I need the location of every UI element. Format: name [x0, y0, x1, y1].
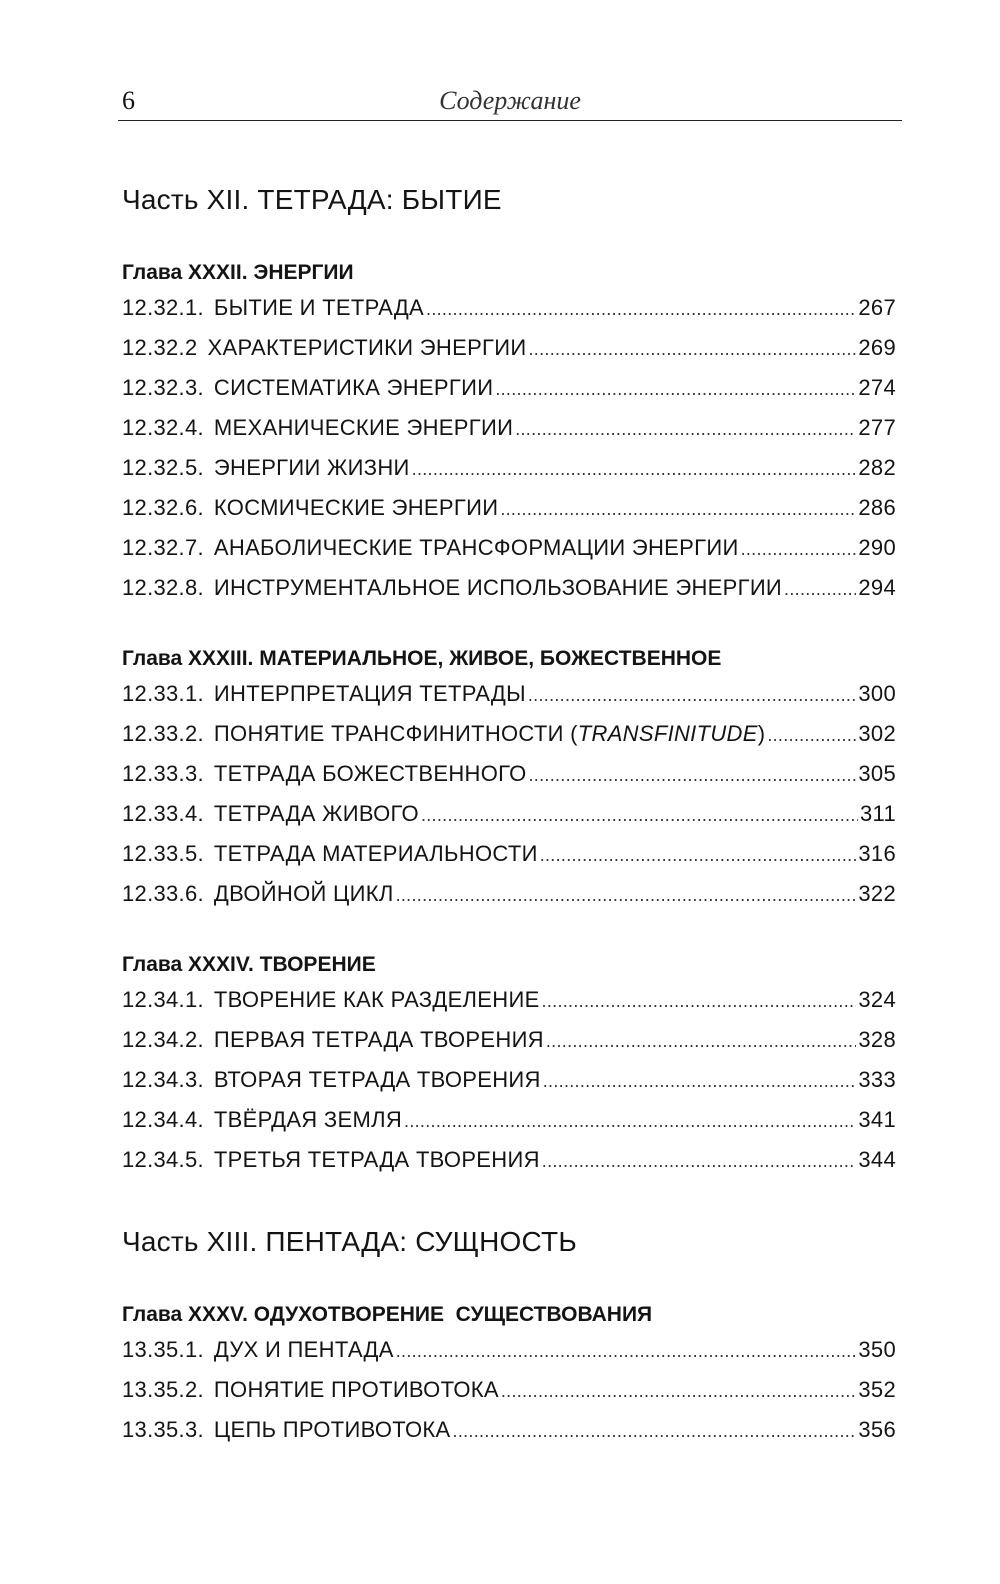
- section-title: [214, 1060, 541, 1100]
- section-title: [214, 980, 540, 1020]
- chapter-title: Глава XXXIII. МАТЕРИАЛЬНОЕ, ЖИВОЕ, БОЖЕСТВЕННОЕ: [122, 647, 722, 670]
- dot-leader: [404, 1101, 856, 1141]
- section-title-text: АНАБОЛИЧЕСКИЕ ТРАНСФОРМАЦИИ ЭНЕРГИИ: [213, 535, 739, 560]
- page-number-ref: 290: [858, 535, 896, 560]
- section-title-text: ТЕТРАДА ЖИВОГО: [213, 801, 419, 826]
- section-number: 12.32.7.: [122, 535, 204, 560]
- dot-leader: [542, 1141, 857, 1181]
- page-number-ref: 324: [858, 987, 896, 1012]
- page-number-ref: 277: [858, 415, 896, 440]
- section-number: 12.33.6.: [122, 881, 204, 906]
- page-header: [118, 84, 902, 121]
- dot-leader: [767, 715, 856, 755]
- dot-leader: [453, 1411, 857, 1451]
- section-title: [214, 1370, 499, 1410]
- section-number: 12.32.2: [122, 335, 198, 360]
- toc-part: [122, 178, 896, 1180]
- toc-entry[interactable]: [122, 368, 896, 408]
- page-number-ref: 269: [858, 335, 896, 360]
- page-number-ref: 344: [858, 1147, 896, 1172]
- toc-part: [122, 1220, 896, 1450]
- toc-entry[interactable]: [122, 328, 896, 368]
- section-number: 12.32.3.: [122, 375, 204, 400]
- dot-leader: [421, 795, 858, 835]
- dot-leader: [501, 1371, 857, 1411]
- dot-leader: [542, 981, 857, 1021]
- section-number: 12.32.1.: [122, 295, 204, 320]
- dot-leader: [529, 329, 857, 369]
- section-number: 12.33.1.: [122, 681, 204, 706]
- section-title: [214, 1140, 540, 1180]
- section-number: 13.35.1.: [122, 1337, 204, 1362]
- toc-entry[interactable]: [122, 754, 896, 794]
- dot-leader: [412, 449, 857, 489]
- table-of-contents: [122, 178, 896, 1450]
- section-title: [214, 1410, 451, 1450]
- section-number: 12.34.4.: [122, 1107, 204, 1132]
- part-title: Часть XIII. ПЕНТАДА: СУЩНОСТЬ: [122, 1226, 577, 1257]
- section-number: 12.33.3.: [122, 761, 204, 786]
- section-title: [214, 794, 419, 834]
- page-number-ref: 316: [858, 841, 896, 866]
- section-number: 12.34.1.: [122, 987, 204, 1012]
- section-title: [214, 448, 410, 488]
- chapter-title: Глава XXXII. ЭНЕРГИИ: [122, 261, 354, 284]
- section-title-text: ВТОРАЯ ТЕТРАДА ТВОРЕНИЯ: [213, 1067, 541, 1092]
- section-title-text: ДВОЙНОЙ ЦИКЛ: [213, 881, 394, 906]
- section-number: 12.32.6.: [122, 495, 204, 520]
- section-number: 12.32.4.: [122, 415, 204, 440]
- toc-entry[interactable]: [122, 448, 896, 488]
- page-number-ref: 267: [858, 295, 896, 320]
- section-title-text: СИСТЕМАТИКА ЭНЕРГИИ: [213, 375, 494, 400]
- toc-entry[interactable]: [122, 1060, 896, 1100]
- section-title: [214, 528, 739, 568]
- section-title-text: МЕХАНИЧЕСКИЕ ЭНЕРГИИ: [213, 415, 514, 440]
- page-number-ref: 328: [858, 1027, 896, 1052]
- section-number: 12.34.2.: [122, 1027, 204, 1052]
- toc-entry[interactable]: [122, 874, 896, 914]
- page-number-ref: 322: [858, 881, 896, 906]
- section-title: [214, 408, 513, 448]
- section-number: 12.32.5.: [122, 455, 204, 480]
- section-number: 12.33.5.: [122, 841, 204, 866]
- section-title: [214, 674, 526, 714]
- section-number: 13.35.2.: [122, 1377, 204, 1402]
- toc-chapter: [122, 950, 896, 1180]
- section-title: [214, 368, 493, 408]
- page-number-ref: 341: [858, 1107, 896, 1132]
- part-title: Часть XII. ТЕТРАДА: БЫТИЕ: [122, 184, 502, 215]
- section-title: [214, 714, 765, 754]
- toc-entry[interactable]: [122, 794, 896, 834]
- section-title: [208, 328, 527, 368]
- dot-leader: [515, 409, 856, 449]
- toc-entry[interactable]: [122, 568, 896, 608]
- section-title-text: ПОНЯТИЕ ПРОТИВОТОКА: [213, 1377, 499, 1402]
- dot-leader: [784, 569, 856, 609]
- section-title-text: БЫТИЕ И ТЕТРАДА: [213, 295, 425, 320]
- section-title-text: ДУХ И ПЕНТАДА: [213, 1337, 394, 1362]
- toc-chapter: [122, 1300, 896, 1450]
- dot-leader: [528, 675, 857, 715]
- section-title-text: ТВЁРДАЯ ЗЕМЛЯ: [213, 1107, 403, 1132]
- toc-entry[interactable]: [122, 408, 896, 448]
- section-title: [214, 568, 782, 608]
- section-number: 12.33.4.: [122, 801, 204, 826]
- section-number: 13.35.3.: [122, 1417, 204, 1442]
- toc-entry[interactable]: [122, 1100, 896, 1140]
- section-title: [214, 1100, 402, 1140]
- page-number-ref: 300: [858, 681, 896, 706]
- section-title: [214, 488, 498, 528]
- page-number-ref: 311: [860, 801, 896, 826]
- page-number-ref: 294: [858, 575, 896, 600]
- section-title-text: ПОНЯТИЕ ТРАНСФИНИТНОСТИ (: [213, 721, 578, 746]
- section-title-text: ТЕТРАДА БОЖЕСТВЕННОГО: [213, 761, 527, 786]
- section-number: 12.33.2.: [122, 721, 204, 746]
- page-number-ref: 350: [858, 1337, 896, 1362]
- page-number-ref: 356: [858, 1417, 896, 1442]
- page-number: 6: [122, 86, 135, 115]
- section-number: 12.34.3.: [122, 1067, 204, 1092]
- section-title: [214, 754, 527, 794]
- toc-entry[interactable]: [122, 488, 896, 528]
- section-title-italic: TRANSFINITUDE: [577, 721, 758, 746]
- running-title: Содержание: [439, 86, 581, 115]
- toc-entry[interactable]: [122, 674, 896, 714]
- section-title-text: ХАРАКТЕРИСТИКИ ЭНЕРГИИ: [207, 335, 527, 360]
- dot-leader: [543, 1061, 857, 1101]
- toc-entry[interactable]: [122, 714, 896, 754]
- section-title: [214, 1020, 544, 1060]
- toc-entry[interactable]: [122, 1410, 896, 1450]
- toc-entry[interactable]: [122, 1330, 896, 1370]
- dot-leader: [529, 755, 857, 795]
- section-title: [214, 874, 394, 914]
- chapter-title: Глава XXXV. ОДУХОТВОРЕНИЕ СУЩЕСТВОВАНИЯ: [122, 1303, 653, 1326]
- toc-entry[interactable]: [122, 834, 896, 874]
- toc-chapter: [122, 644, 896, 914]
- page-number-ref: 286: [858, 495, 896, 520]
- toc-entry[interactable]: [122, 980, 896, 1020]
- section-title-text: ТЕТРАДА МАТЕРИАЛЬНОСТИ: [213, 841, 538, 866]
- section-title-text: ТВОРЕНИЕ КАК РАЗДЕЛЕНИЕ: [213, 987, 540, 1012]
- page-number-ref: 274: [858, 375, 896, 400]
- page-number-ref: 302: [858, 721, 896, 746]
- section-title-suffix: ): [757, 721, 766, 746]
- toc-entry[interactable]: [122, 528, 896, 568]
- section-title-text: ЦЕПЬ ПРОТИВОТОКА: [213, 1417, 451, 1442]
- section-title-text: ИНСТРУМЕНТАЛЬНОЕ ИСПОЛЬЗОВАНИЕ ЭНЕРГИИ: [213, 575, 783, 600]
- toc-entry[interactable]: [122, 288, 896, 328]
- section-title-text: КОСМИЧЕСКИЕ ЭНЕРГИИ: [213, 495, 499, 520]
- dot-leader: [396, 1331, 857, 1371]
- section-title-text: ЭНЕРГИИ ЖИЗНИ: [213, 455, 410, 480]
- section-title-text: ТРЕТЬЯ ТЕТРАДА ТВОРЕНИЯ: [213, 1147, 540, 1172]
- section-title-text: ИНТЕРПРЕТАЦИЯ ТЕТРАДЫ: [213, 681, 526, 706]
- chapter-title: Глава XXXIV. ТВОРЕНИЕ: [122, 953, 376, 976]
- page-number-ref: 305: [858, 761, 896, 786]
- section-title: [214, 288, 424, 328]
- toc-chapter: [122, 258, 896, 608]
- page-number-ref: 333: [858, 1067, 896, 1092]
- dot-leader: [540, 835, 857, 875]
- section-title: [214, 834, 538, 874]
- section-title: [214, 1330, 394, 1370]
- page-number-ref: 282: [858, 455, 896, 480]
- dot-leader: [396, 875, 857, 915]
- dot-leader: [426, 289, 856, 329]
- toc-entry[interactable]: [122, 1140, 896, 1180]
- dot-leader: [500, 489, 856, 529]
- section-title-text: ПЕРВАЯ ТЕТРАДА ТВОРЕНИЯ: [213, 1027, 544, 1052]
- page-number-ref: 352: [858, 1377, 896, 1402]
- section-number: 12.34.5.: [122, 1147, 204, 1172]
- toc-entry[interactable]: [122, 1370, 896, 1410]
- dot-leader: [741, 529, 857, 569]
- dot-leader: [546, 1021, 857, 1061]
- toc-entry[interactable]: [122, 1020, 896, 1060]
- section-number: 12.32.8.: [122, 575, 204, 600]
- dot-leader: [495, 369, 856, 409]
